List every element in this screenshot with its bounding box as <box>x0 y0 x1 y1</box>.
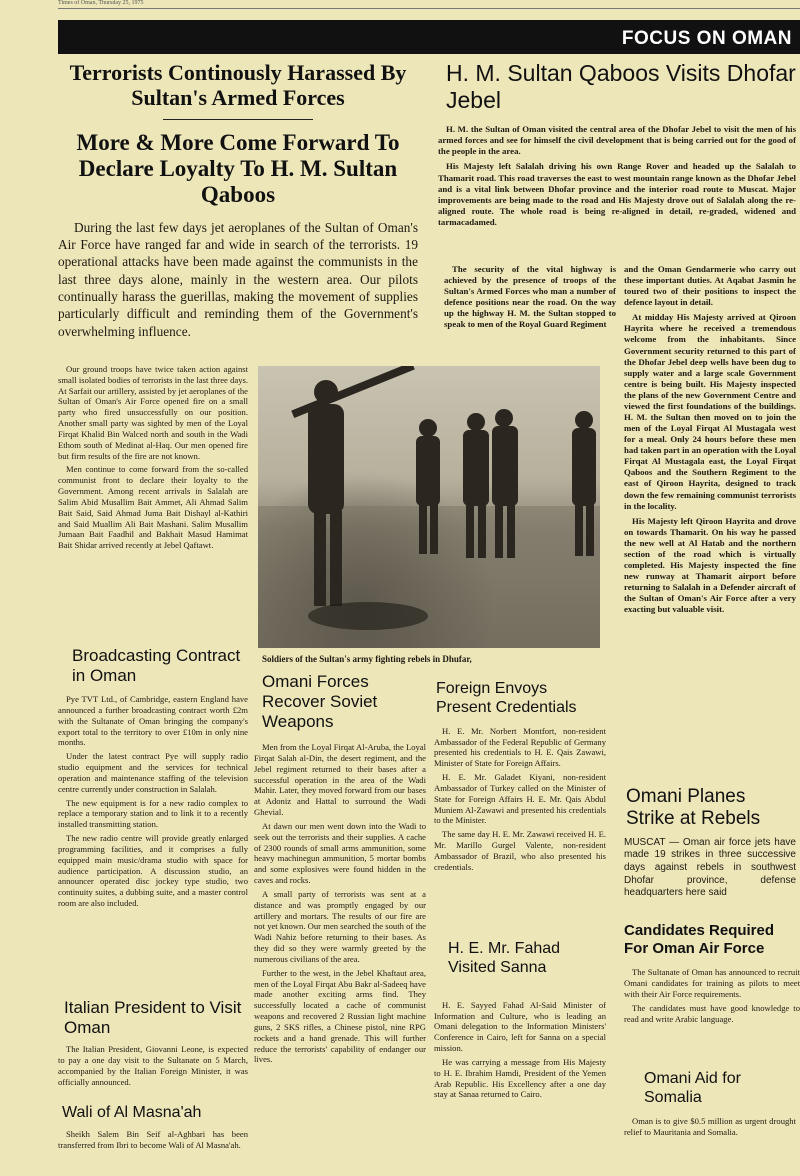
soldiers-photo <box>258 366 600 648</box>
article-envoys <box>434 680 606 930</box>
article-candidates <box>624 922 800 1068</box>
paragraph: At dawn our men went down into the Wadi to seek out the terrorists and their supplies. A cache of 2300 rounds of small arms ammunition, some heavy machinegun ammunition, 5 mortar bombs and some explosives were found hidden in the caves and rocks. <box>254 820 426 886</box>
article-fahad <box>434 940 606 1174</box>
soldiers-illustration <box>258 366 600 648</box>
paragraph: Men continue to come forward from the so-called communist front to declare their loyalty to the Government. Among recent arrivals in Salalah are Salim Abid Musallim Bait Ammet, Ali Ahmad Salim Bait Said, Said Ahmad Juma Bait Dishayl al-Kathiri and Said Muallim Ali Bait Mashani. Salim Musallim Jumaan Bait Faadhil and Bakhait Masud Hamimat Bait Shidar arrived recently at Jebel Qaftawt. <box>58 464 248 551</box>
paragraph: and the Oman Gendarmerie who carry out these important duties. At Aqabat Jasmin he toured two of their positions to inspect the defence layout in detail. <box>624 264 796 308</box>
headline-italian: Italian President to Visit Oman <box>64 998 242 1038</box>
paragraph: The security of the vital highway is achieved by the presence of troops of the Sultan's Armed Forces who man a number of defence positions near the road. On the way up the highway H. M. the Sultan stopped to speak to men of the Royal Guard Regiment <box>444 264 616 330</box>
paragraph: MUSCAT — Oman air force jets have made 19 strikes in three successive days against rebels in southwest Dhofar province, defense headquarters here said <box>624 836 796 899</box>
paragraph: At midday His Majesty arrived at Qiroon Hayrita where he received a tremendous welcome from the inhabitants. Since Government security returned to this part of the Dhofar Jebel deep wells have been dug to supply water and a large scale Government centre is being built. His Majesty inspected the plans of the new Government Centre and viewed the first foundations of the buildings. H. M. the Sultan then moved on to join the men of the Loyal Firqat Al Mustagala west for a meal. Only 24 hours before these men had taken part in an operation with the Loyal Firqat Al Mustagala east, the Loyal Firqat Qaboos and the Southern Regiment to the east of Qiroon Hayrita, designed to track down the few remaining communist terrorists in the locality. <box>624 312 796 511</box>
headline-sultan-visit: H. M. Sultan Qaboos Visits Dhofar Jebel <box>446 60 796 114</box>
article-aid <box>624 1070 796 1174</box>
paragraph: The same day H. E. Mr. Zawawi received H. E. Mr. Marillo Gurgel Valente, non-resident Ambassador of Brazil, who also presented his credentials. <box>434 829 606 872</box>
subheadline-loyalty: More & More Come Forward To Declare Loyalty To H. M. Sultan Qaboos <box>76 129 400 208</box>
paragraph: The Italian President, Giovanni Leone, is expected to pay a one day visit to the Sultanate on 5 March, accompanied by the Italian Foreign Minister, it was officially announced. <box>58 1044 248 1087</box>
article-terrorists <box>58 60 418 360</box>
paragraph: Men from the Loyal Firqat Al-Aruba, the Loyal Firqat Salah al-Din, the desert regiment, and the Jebel regiment returned to their bases after a successful operation in the area of the Wadi Mahir. Later, they moved forward from our bases at Adoniz and Hattal to surround the Wadi Ghevial. <box>254 742 426 818</box>
sultan-visit-right-col <box>624 264 796 780</box>
article-terrorists-body <box>58 364 248 644</box>
paragraph: The new equipment is for a new radio complex to replace a temporary station and to link it to a recently installed transmitting station. <box>58 797 248 830</box>
headline-broadcasting: Broadcasting Contract in Oman <box>72 646 241 686</box>
paragraph: Our ground troops have twice taken action against small isolated bodies of terrorists in the last three days. At Sarfait our artillery, assisted by jet aeroplanes of the Sultan of Oman's Air Force opened fire on a small party who fired unsuccessfully on our position. Another small party was sighted by men of the Loyal Firqat Khalid Bin Walced north and south in the Wadi Ethom south of Medinat al-Haq. Our men opened fire but firm results of the fire are not known. <box>58 364 248 461</box>
paragraph: He was carrying a message from His Majesty to H. E. Ibrahim Hamdi, President of the Yemen Arab Republic. His Excellency after a one day stay at Sanaa returned to Cairo. <box>434 1056 606 1100</box>
paragraph: Oman is to give $0.5 million as urgent drought relief to Mauritania and Somalia. <box>624 1115 796 1137</box>
paragraph: Further to the west, in the Jebel Khaftaut area, men of the Loyal Firqat Abu Bakr al-Sadeeq have made another exciting arms find. They successfully located a cache of communist weapons and recovered 2 Russian light machine guns, 2 SKS rifles, a Chinese pistol, nine RPG rockets and a hand grenade. This will further reduce the terrorists' capability of endanger our lives. <box>254 967 426 1065</box>
paragraph: His Majesty left Salalah driving his own Range Rover and headed up the Salalah to Thamarit road. This road traverses the east to west mountain range known as the Dhofar Jebel and is a vital link between Dhofar province and the interior road route to Muscat. Major improvements are being made to the road and His Majesty drove out of Salalah along the re-aligned route. The whole road is being re-aligned in detail, re-graded, widened and tarmacadamed. <box>438 161 796 227</box>
headline-planes: Omani Planes Strike at Rebels <box>626 786 761 830</box>
paragraph: His Majesty left Qiroon Hayrita and drove on towards Thamarit. On his way he passed the new well at Al Hatab and the northern section of the road which is virtually completed. His Majesty inspected the fine new runway at Thamarit airport before returning to Salalah in a Defender aircraft of the Sultan of Oman's Air Force after a very exacting but valuable visit. <box>624 515 796 615</box>
paragraph: The candidates must have good knowledge to read and write Arabic language. <box>624 1002 800 1024</box>
paragraph: H. E. Mr. Galadet Kiyani, non-resident Ambassador of Turkey called on the Minister of State for Foreign Affairs H. E. Mr. Qais Abdul Muniem Al-Zawawi and presented his credentials to the Minister. <box>434 772 606 826</box>
masthead-strip: Times of Oman, Thursday 25, 1975 <box>58 0 800 9</box>
section-banner: FOCUS ON OMAN <box>58 20 800 54</box>
headline-aid: Omani Aid for Somalia <box>644 1070 741 1106</box>
article-sultan-visit <box>438 60 796 260</box>
paragraph: H. E. Mr. Norbert Montfort, non-resident Ambassador of the Federal Republic of Germany presented his credentials to H. E. Qais Zawawi, Minister of State for Foreign Affairs. <box>434 725 606 769</box>
article-omani-forces <box>254 672 426 1174</box>
paragraph: The new radio centre will provide greatly enlarged programming facilities, and it comprises a fully equipped main music/drama studio with space for audience participation. A discussion studio, an announcer operated disc jockey type studio, two continuity suites, a dubbing suite, and a master control room are also included. <box>58 833 248 908</box>
paragraph: Under the latest contract Pye will supply radio studio equipment and the services for technical operation and maintenance staffing of the television centre currently under construction in Salalah. <box>58 751 248 794</box>
article-broadcasting <box>58 646 248 994</box>
headline-candidates: Candidates Required For Oman Air Force <box>624 922 775 957</box>
divider-rule <box>163 119 313 120</box>
paragraph: The Sultanate of Oman has announced to recruit Omani candidates for training as pilots to meet with their Air Force requirements. <box>624 967 800 1000</box>
lead-paragraph: During the last few days jet aeroplanes of the Sultan of Oman's Air Force have ranged far and wide in search of the terrorists. 19 operational attacks have been made against the communists in the last three days alone, mainly in the western area. Our pilots continually harass the guerillas, making the movement of supplies particularly difficult and reminding them of the Government's overwhelming influence. <box>58 219 418 339</box>
headline-terrorists: Terrorists Continously Harassed By Sultan's Armed Forces <box>69 60 407 111</box>
headline-envoys: Foreign Envoys Present Credentials <box>436 680 577 716</box>
sultan-visit-left-col <box>444 264 616 364</box>
paragraph: Sheikh Salem Bin Seif al-Aghbari has been transferred from Ibri to become Wali of Al Masna'ah. <box>58 1128 248 1150</box>
article-italian <box>58 998 248 1102</box>
headline-wali: Wali of Al Masna'ah <box>62 1104 202 1121</box>
paragraph: H. M. the Sultan of Oman visited the central area of the Dhofar Jebel to visit the men of his armed forces and see for himself the civil development that is being carried out for the good of the people in the area. <box>438 124 796 157</box>
paragraph: H. E. Sayyed Fahad Al-Said Minister of Information and Culture, who is leading an Omani delegation to the Information Ministers' Conference in Cairo, left for Sanna on a special mission. <box>434 999 606 1054</box>
article-planes <box>624 786 796 916</box>
headline-fahad: H. E. Mr. Fahad Visited Sanna <box>448 940 561 976</box>
article-wali <box>58 1104 248 1174</box>
paragraph: Pye TVT Ltd., of Cambridge, eastern England have announced a further broadcasting contract worth £2m with the Sultanate of Oman bringing the company's export total to the territory to over £10m in only nine months. <box>58 694 248 748</box>
headline-omani-forces: Omani Forces Recover Soviet Weapons <box>262 672 378 732</box>
paragraph: A small party of terrorists was sent at a distance and was promptly engaged by our artillery and mortars. The results of our fire are not yet known. Our men searched the south of the Wadi Nahiz before returning to their bases. As they did so they were warmly greeted by the numerous civilians of the area. <box>254 888 426 964</box>
photo-caption: Soldiers of the Sultan's army fighting rebels in Dhufar, <box>262 654 472 664</box>
